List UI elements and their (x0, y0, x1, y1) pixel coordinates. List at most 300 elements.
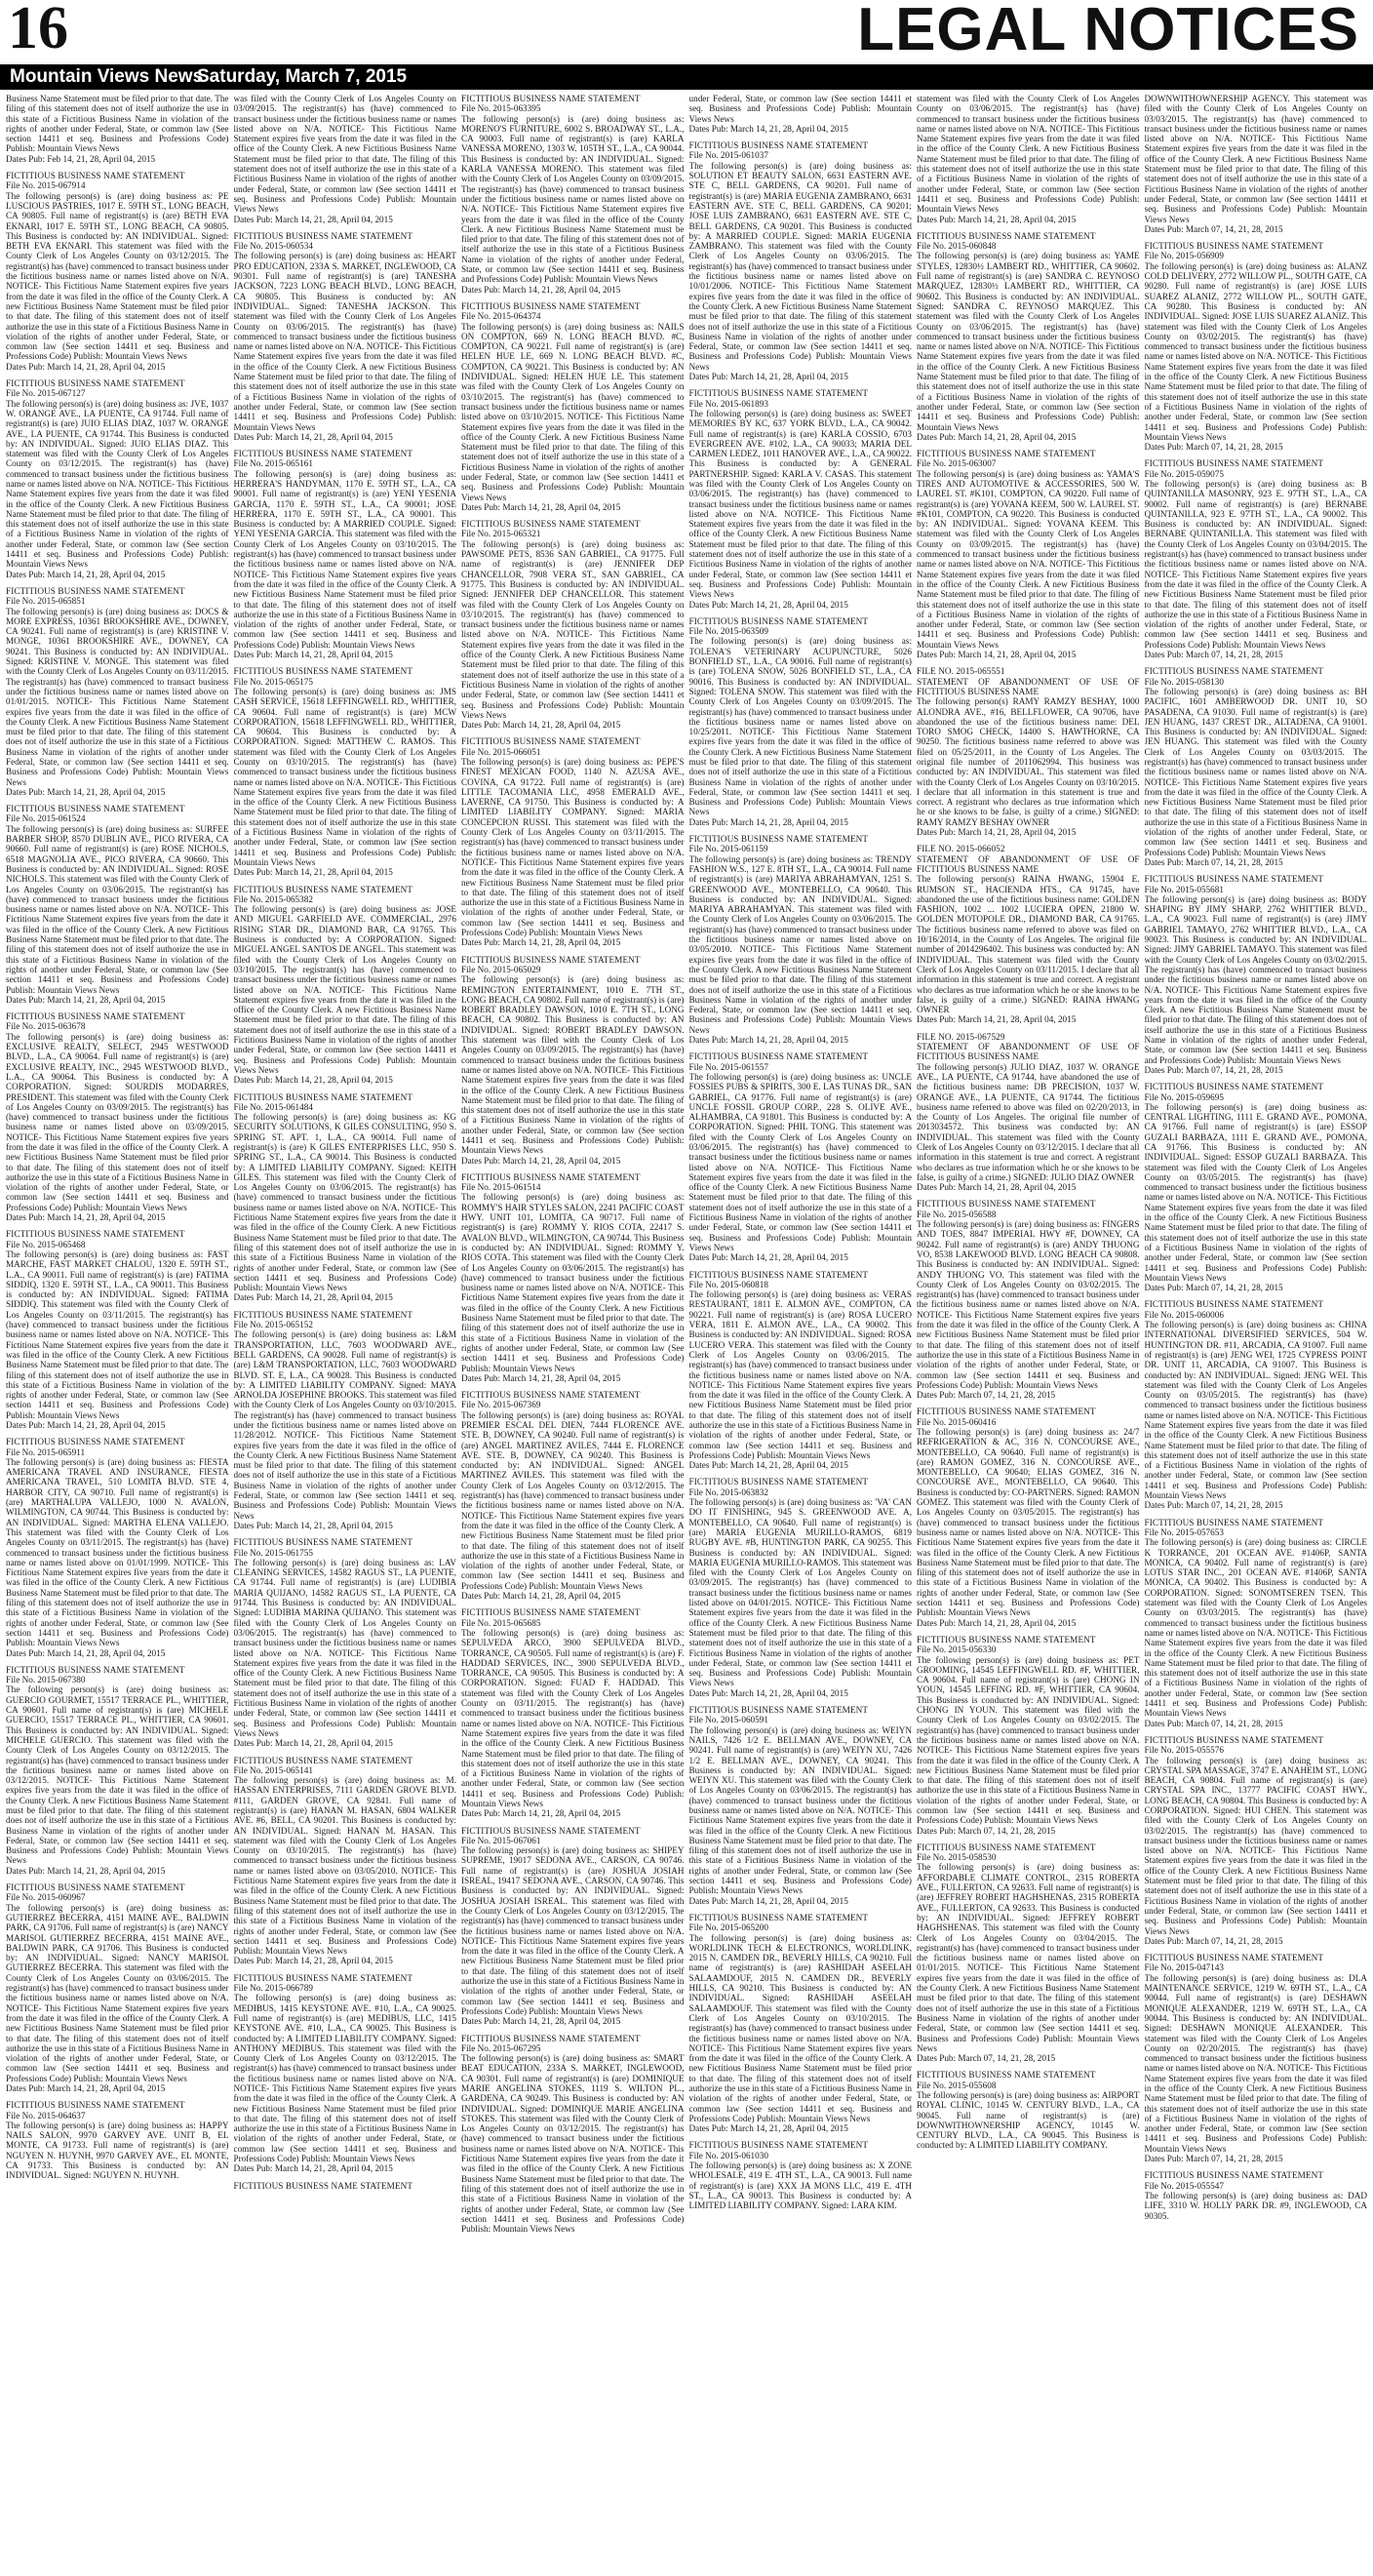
notice-file-number: File No. 2015-063007 (917, 458, 997, 469)
notice-column-6 (1145, 94, 1368, 2571)
notice-dates: Dates Pub: Feb 14, 21, 28, April 04, 2015 (6, 153, 156, 164)
notice-dates: Dates Pub: March 14, 21, 28, April 04, 2015 (6, 1212, 166, 1223)
notice-file-number: File No. 2015-060967 (6, 1892, 86, 1903)
legal-notice (689, 1051, 913, 1262)
notice-file-number: File No. 2015-067369 (461, 1400, 541, 1410)
notice-file-number: File No. 2015-058130 (1144, 676, 1224, 687)
notice-heading: FICTITIOUS BUSINESS NAME STATEMENT (917, 1199, 1096, 1209)
notice-file-number: File No. 2015-055547 (1144, 2180, 1224, 2191)
notice-column-5 (917, 94, 1140, 2571)
legal-notice (689, 1270, 913, 1471)
notice-body: The following person(s) is (are) doing business as: MEDIBUS, 1415 KEYSTONE AVE. #10, L.A., CA 90025. Full name of registrant(s) is (are) MEDIBUS, LLC, 1415 KEYSTONE AVE. #10, L.A., CA 90025. This Business is conducted by: A LIMITED LIABILITY COMPANY. Signed: ANTHONY MEDIBUS. This statement was filed with the County Clerk of Los Angeles County on 03/12/2015. The registrant(s) has (have) commenced to transact business under the fictitious business name or names listed above on N/A. NOTICE- This Fictitious Name Statement expires five years from the date it was filed in the office of the County Clerk. A new Fictitious Business Name Statement must be filed prior to that date. The filing of this statement does not of itself authorize the use in this state of a Fictitious Business Name in violation of the rights of another under Federal, State, or common law (See section 14411 et seq. Business and Professions Code) Publish: Mountain Views News (233, 1993, 456, 2164)
legal-notice (234, 1537, 457, 1748)
notice-body: The following person(s) is (are) doing business as: L&M TRANSPORTATION, LLC, 7603 WOODWARD AVE., BELL GARDENS, CA 90028. Full name of registrant(s) is (are) L&M TRANSPORTATION, LLC, 7603 WOODWARD BLVD. ST. E, L.A., CA 90028. This Business is conducted by: A LIMITED LIABILITY COMPANY. Signed: MAYA ARNOLDA JOSEPHINE BROOKS. This statement was filed with the County Clerk of Los Angeles County on 03/10/2015. The registrant(s) has (have) commenced to transact business under the fictitious business name or names listed above on 11/28/2012. NOTICE- This Fictitious Name Statement expires five years from the date it was filed in the office of the County Clerk. A new Fictitious Business Name Statement must be filed prior to that date. The filing of this statement does not of itself authorize the use in this state of a Fictitious Business Name in violation of the rights of another under Federal, State, or common law (See section 14411 et seq. Business and Professions Code) Publish: Mountain Views News (233, 1329, 456, 1521)
notice-dates: Dates Pub: March 14, 21, 28, April 04, 2015 (688, 1252, 848, 1263)
notice-dates: Dates Pub: March 14, 21, 28, April 04, 2015 (917, 1182, 1077, 1193)
notice-body: The following person(s) is (are) doing business as: VERAS RESTAURANT, 1811 E. ALMON AVE., COMPTON, CA 90221. Full name of registrant(s) is (are) ROSA LUCERO VERA, 1811 E. ALMON AVE., L.A., CA 90002. This Business is conducted by: AN INDIVIDUAL. Signed: ROSA LUCERO VERA. This statement was filed with the County Clerk of Los Angeles County on 03/06/2015. The registrant(s) has (have) commenced to transact business under the fictitious business name or names listed above on N/A. NOTICE- This Fictitious Name Statement expires five years from the date it was filed in the office of the County Clerk. A new Fictitious Business Name Statement must be filed prior to that date. The filing of this statement does not of itself authorize the use in this state of a Fictitious Business Name in violation of the rights of another under Federal, State, or common law (See section 14411 et seq. Business and Professions Code) Publish: Mountain Views News (688, 1289, 912, 1460)
legal-notice (689, 1705, 913, 1906)
notice-body: The following person(s) is (are) doing business as: PE LUSCIOUS PASTRIES, 1017 E. 59TH ST., LONG BEACH, CA 90805. Full name of registrant(s) is (are) BETH EVA EKNARI, 1017 E. 59TH ST., LONG BEACH, CA 90805. This Business is conducted by: AN INDIVIDUAL. Signed: BETH EVA EKNARI. This statement was filed with the County Clerk of Los Angeles County on 03/12/2015. The registrant(s) has (have) commenced to transact business under the fictitious business name or names listed above on N/A. NOTICE- This Fictitious Name Statement expires five years from the date it was filed in the office of the County Clerk. A new Fictitious Business Name Statement must be filed prior to that date. The filing of this statement does not of itself authorize the use in this state of a Fictitious Business Name in violation of the rights of another under Federal, State, or common law (See section 14411 et seq. Business and Professions Code) Publish: Mountain Views News (6, 190, 229, 362)
notice-file-number: File No. 2015-055576 (1144, 1745, 1224, 1756)
legal-notice (917, 844, 1140, 1024)
legal-notice (689, 140, 913, 381)
notice-file-number: File No. 2015-055681 (1144, 884, 1224, 894)
notice-file-number: File No. 2015-065468 (6, 1239, 86, 1249)
legal-notice (6, 1229, 229, 1430)
notice-body: The following person(s) is (are) doing business as: PAWSOME PETS, 8536 SAN GABRIEL, CA 91775. Full name of registrant(s) is (are) JENNIFER DEP CHANCELLOR, 7908 VERA ST., SAN GABRIEL, CA 91775. This Business is conducted by: AN INDIVIDUAL. Signed: JENNIFER DEP CHANCELLOR. This statement was filed with the County Clerk of Los Angeles County on 03/10/2015. The registrant(s) has (have) commenced to transact business under the fictitious business name or names listed above on N/A. NOTICE- This Fictitious Name Statement expires five years from the date it was filed in the office of the County Clerk. A new Fictitious Business Name Statement must be filed prior to that date. The filing of this statement does not of itself authorize the use in this state of a Fictitious Business Name in violation of the rights of another under Federal, State, or common law (See section 14411 et seq. Business and Professions Code) Publish: Mountain Views News (461, 538, 685, 720)
notice-dates: Dates Pub: March 14, 21, 28, April 04, 2015 (461, 1591, 621, 1602)
notice-dates: Dates Pub: March 07, 14, 21, 28, 2015 (1144, 2154, 1283, 2164)
notice-heading: FICTITIOUS BUSINESS NAME STATEMENT (1144, 1734, 1324, 1745)
notice-heading: FICTITIOUS BUSINESS NAME STATEMENT (6, 2100, 185, 2111)
legal-notice (917, 1635, 1140, 1836)
notice-dates: Dates Pub: March 14, 21, 28, April 04, 2015 (6, 2083, 166, 2093)
notice-file-number: File No. 2015-065029 (461, 964, 541, 974)
notice-dates: Dates Pub: March 07, 14, 21, 28, 2015 (1144, 856, 1283, 867)
legal-notice (461, 94, 685, 295)
legal-notice (461, 2034, 685, 2235)
notice-dates: Dates Pub: March 14, 21, 28, April 04, 2015 (6, 1420, 166, 1430)
legal-notice (1145, 666, 1368, 867)
notice-body: The following person(s) is (are) doing business as: DLA MAINTENANCE SERVICE, 1219 W. 69TH ST., L.A., CA 90044. Full name of registrant(s) is (are) DESHAWN MONIQUE ALEXANDER, 1219 W. 69TH ST., L.A., CA 90044. This Business is conducted by: AN INDIVIDUAL. Signed: DESHAWN MONIQUE ALEXANDER. This statement was filed with the County Clerk of Los Angeles County on 02/20/2015. The registrant(s) has (have) commenced to transact business under the fictitious business name or names listed above on N/A. NOTICE- This Fictitious Name Statement expires five years from the date it was filed in the office of the County Clerk. A new Fictitious Business Name Statement must be filed prior to that date. The filing of this statement does not of itself authorize the use in this state of a Fictitious Business Name in violation of the rights of another under Federal, State, or common law (See section 14411 et seq. Business and Professions Code) Publish: Mountain Views News (1144, 1972, 1367, 2154)
notice-body: The following person(s) is (are) doing business as: UNCLE FOSSIES PUBS & SPIRITS, 300 E. LAS TUNAS DR., SAN GABRIEL, CA 91776. Full name of registrant(s) is (are) UNCLE FOSSIL GROUP CORP., 228 S. OLIVE AVE., ALHAMBRA, CA 91801. This Business is conducted by: A CORPORATION. Signed: PHIL TONG. This statement was filed with the County Clerk of Los Angeles County on 03/06/2015. The registrant(s) has (have) commenced to transact business under the fictitious business name or names listed above on N/A. NOTICE- This Fictitious Name Statement expires five years from the date it was filed in the office of the County Clerk. A new Fictitious Business Name Statement must be filed prior to that date. The filing of this statement does not of itself authorize the use in this state of a Fictitious Business Name in violation of the rights of another under Federal, State, or common law (See section 14411 et seq. Business and Professions Code) Publish: Mountain Views News (688, 1071, 912, 1252)
notice-body: The following person(s) is (are) doing business as: MORENO'S FURNITURE, 6002 S. BROADWAY ST., L.A., CA 90003. Full name of registrant(s) is (are) KARLA VANESSA MORENO, 1303 W. 105TH ST., L.A., CA 90044. This Business is conducted by: AN INDIVIDUAL. Signed: KARLA VANESSA MORENO. This statement was filed with the County Clerk of Los Angeles County on 03/09/2015. The registrant(s) has (have) commenced to transact business under the fictitious business name or names listed above on N/A. NOTICE- This Fictitious Name Statement expires five years from the date it was filed in the office of the County Clerk. A new Fictitious Business Name Statement must be filed prior to that date. The filing of this statement does not of itself authorize the use in this state of a Fictitious Business Name in violation of the rights of another under Federal, State, or common law (See section 14411 et seq. Business and Professions Code) Publish: Mountain Views News (461, 113, 685, 285)
notice-heading: FICTITIOUS BUSINESS NAME STATEMENT (6, 1664, 185, 1675)
notice-heading: FICTITIOUS BUSINESS NAME STATEMENT (233, 230, 413, 241)
legal-notice (234, 1092, 457, 1303)
notice-dates: Dates Pub: March 14, 21, 28, April 04, 2015 (6, 1647, 166, 1658)
notice-body: The following person(s) is (are) doing business as: AIRPORT ROYAL CLINIC, 10145 W. CENTURY BLVD., L.A., CA 90045. Full name of registrant(s) is (are) DOWNWITHOWNERSHIP AGENCY, 10145 W. CENTURY BLVD., L.A., CA 90045. This Business is conducted by: A LIMITED LIABILITY COMPANY. (917, 2090, 1140, 2151)
notice-file-number: File No. 2015-056330 (917, 1645, 997, 1655)
notice-file-number: STATEMENT OF ABANDONMENT OF USE OF FICTITIOUS BUSINESS NAME (917, 1042, 1140, 1062)
notice-heading: FICTITIOUS BUSINESS NAME STATEMENT (1144, 1953, 1324, 1963)
publication-bar (0, 64, 1373, 90)
notice-body: The following person(s) is (are) doing business as: SHIPEY SUPREME, 19017 SEDONA AVE., CARSON, CA 90746. Full name of registrant(s) is (are) JOSHUA JOSIAH ISREAL, 19417 SEDONA AVE., CARSON, CA 90746. This Business is conducted by: AN INDIVIDUAL. Signed: JOSHUA JOSIAH ISREAL. This statement was filed with the County Clerk of Los Angeles County on 03/12/2015. The registrant(s) has (have) commenced to transact business under the fictitious business name or names listed above on N/A. NOTICE- This Fictitious Name Statement expires five years from the date it was filed in the office of the County Clerk. A new Fictitious Business Name Statement must be filed prior to that date. The filing of this statement does not of itself authorize the use in this state of a Fictitious Business Name in violation of the rights of another under Federal, State, or common law (See section 14411 et seq. Business and Professions Code) Publish: Mountain Views News (461, 1845, 685, 2016)
notice-heading: FICTITIOUS BUSINESS NAME STATEMENT (461, 519, 641, 530)
notice-file-number: File No. 2015-065851 (6, 596, 86, 607)
notice-body: The following person(s) is (are) doing business as: M. HASSAN ENTERPRISES, 7111 GARDEN GROVE BLVD. #111, GARDEN GROVE, CA 92841. Full name of registrant(s) is (are) HANAN M. HASAN, 6804 WALKER AVE. #6, BELL, CA 90201. This Business is conducted by: AN INDIVIDUAL. Signed: HANAN M. HASAN. This statement was filed with the County Clerk of Los Angeles County on 03/10/2015. The registrant(s) has (have) commenced to transact business under the fictitious business name or names listed above on 03/05/2010. NOTICE- This Fictitious Name Statement expires five years from the date it was filed in the office of the County Clerk. A new Fictitious Business Name Statement must be filed prior to that date. The filing of this statement does not of itself authorize the use in this state of a Fictitious Business Name in violation of the rights of another under Federal, State, or common law (See section 14411 et seq. Business and Professions Code) Publish: Mountain Views News (233, 1775, 456, 1957)
notice-dates: Dates Pub: March 14, 21, 28, April 04, 2015 (233, 1075, 393, 1086)
notice-heading: FICTITIOUS BUSINESS NAME STATEMENT (6, 171, 185, 181)
notice-heading: FILE NO. 2015-066052 (917, 844, 1005, 854)
notice-column-4 (689, 94, 913, 2571)
notice-heading: FICTITIOUS BUSINESS NAME STATEMENT (461, 1607, 641, 1618)
notice-file-number: File No. 2015-065321 (461, 529, 541, 539)
legal-notice (234, 231, 457, 442)
notice-body: The following person(s) is (are) doing business as: ROYAL PREMIER ESCAL DEL DIEN, 7444 FLORENCE AVE. STE. B, DOWNEY, CA 90240. Full name of registrant(s) is (are) ANGEL MARTINEZ AVILES, 7444 E. FLORENCE AVE. STE. B, DOWNEY, CA 90240. This Business is conducted by: AN INDIVIDUAL. Signed: ANGEL MARTINEZ AVILES. This statement was filed with the County Clerk of Los Angeles County on 03/12/2015. The registrant(s) has (have) commenced to transact business under the fictitious business name or names listed above on N/A. NOTICE- This Fictitious Name Statement expires five years from the date it was filed in the office of the County Clerk. A new Fictitious Business Name Statement must be filed prior to that date. The filing of this statement does not of itself authorize the use in this state of a Fictitious Business Name in violation of the rights of another under Federal, State, or common law (See section 14411 et seq. Business and Professions Code) Publish: Mountain Views News (461, 1409, 685, 1591)
legal-notice (1145, 1082, 1368, 1292)
legal-notice (689, 1477, 913, 1698)
notice-heading: FICTITIOUS BUSINESS NAME STATEMENT (1144, 666, 1324, 677)
notice-heading: FICTITIOUS BUSINESS NAME STATEMENT (461, 954, 641, 965)
notice-file-number: File No. 2015-061030 (688, 2150, 768, 2160)
notice-body: The following person(s) is (are) doing business as: REMINGTON ENTERTAINMENT, 1010 E. 7TH ST., LONG BEACH, CA 90802. Full name of registrant(s) is (are) ROBERT BRADLEY DAWSON, 1010 E. 7TH ST., LONG BEACH, CA 90802. This Business is conducted by: AN INDIVIDUAL. Signed: ROBERT BRADLEY DAWSON. This statement was filed with the County Clerk of Los Angeles County on 03/09/2015. The registrant(s) has (have) commenced to transact business under the fictitious business name or names listed above on N/A. NOTICE- This Fictitious Name Statement expires five years from the date it was filed in the office of the County Clerk. A new Fictitious Business Name Statement must be filed prior to that date. The filing of this statement does not of itself authorize the use in this state of a Fictitious Business Name in violation of the rights of another under Federal, State, or common law (See section 14411 et seq. Business and Professions Code) Publish: Mountain Views News (461, 974, 685, 1156)
notice-dates: Dates Pub: March 14, 21, 28, April 04, 2015 (917, 214, 1077, 224)
notice-heading: FICTITIOUS BUSINESS NAME STATEMENT (233, 1309, 413, 1320)
legal-notice (461, 1826, 685, 2027)
issue-date: Saturday, March 7, 2015 (197, 66, 408, 87)
legal-notice (461, 301, 685, 512)
notice-heading: FICTITIOUS BUSINESS NAME STATEMENT (917, 1407, 1096, 1417)
notice-columns (6, 94, 1367, 2571)
notice-file-number: File No. 2015-065200 (688, 1922, 768, 1933)
notice-dates: Dates Pub: March 14, 21, 28, April 04, 2015 (917, 1014, 1077, 1025)
notice-heading: FICTITIOUS BUSINESS NAME STATEMENT (688, 1051, 869, 1062)
notice-dates: Dates Pub: March 14, 21, 28, April 04, 2015 (461, 284, 621, 295)
notice-file-number: File No. 2015-060848 (917, 241, 997, 252)
legal-notice (1145, 94, 1368, 234)
notice-body: The following person(s) JULIO DIAZ, 1037 W. ORANGE AVE., LA PUENTE, CA 91744, have abandoned the use of the fictitious business name: DB PRECISION, 1037 W. ORANGE AVE., LA PUENTE, CA 91744. The fictitious business name referred to above was filed on 02/20/2013, in the County of Los Angeles. The original file number of 2013034572. This business was conducted by: AN INDIVIDUAL. This statement was filed with the County Clerk of Los Angeles County on 03/12/2015. I declare that all information in this statement is true and correct. A registrant who declares as true information which he or she knows to be false, is guilty of a crime.) SIGNED: JULIO DIAZ OWNER (917, 1061, 1140, 1182)
notice-file-number: File No. 2015-061514 (461, 1182, 541, 1193)
page-number: 16 (8, 0, 68, 61)
notice-body: The following person(s) is (are) doing business as: PEPE'S FINEST MEXICAN FOOD, 1140 N. AZUSA AVE., COVINA, CA 91722. Full name of registrant(s) is (are) LITTLE TACOMANIA LLC, 4958 EMERALD AVE., LAVERNE, CA 91750. This Business is conducted by: A LIMITED LIABILITY COMPANY. Signed: MARIA CONCEPCION RUSSI. This statement was filed with the County Clerk of Los Angeles County on 03/11/2015. The registrant(s) has (have) commenced to transact business under the fictitious business name or names listed above on N/A. NOTICE- This Fictitious Name Statement expires five years from the date it was filed in the office of the County Clerk. A new Fictitious Business Name Statement must be filed prior to that date. The filing of this statement does not of itself authorize the use in this state of a Fictitious Business Name in violation of the rights of another under Federal, State, or common law (See section 14411 et seq. Business and Professions Code) Publish: Mountain Views News (461, 757, 685, 938)
notice-heading: FICTITIOUS BUSINESS NAME STATEMENT (6, 585, 185, 596)
notice-heading: FICTITIOUS BUSINESS NAME STATEMENT (917, 1634, 1096, 1645)
notice-body: The following person(s) is (are) doing business as: AFFORDABLE CLIMATE CONTROL, 2315 ROBERTA AVE., FULLERTON, CA 92633. Full name of registrant(s) is (are) JEFFREY ROBERT HAGHSHENAS, 2315 ROBERTA AVE., FULLERTON, CA 92633. This Business is conducted by: AN INDIVIDUAL. Signed: JEFFREY ROBERT HAGHSHENAS. This statement was filed with the County Clerk of Los Angeles County on 03/04/2015. The registrant(s) has (have) commenced to transact business under the fictitious business name or names listed above on 01/01/2015. NOTICE- This Fictitious Name Statement expires five years from the date it was filed in the office of the County Clerk. A new Fictitious Business Name Statement must be filed prior to that date. The filing of this statement does not of itself authorize the use in this state of a Fictitious Business Name in violation of the rights of another under Federal, State, or common law (See section 14411 et seq. Business and Professions Code) Publish: Mountain Views News (917, 1862, 1140, 2053)
legal-notice (6, 171, 229, 372)
notice-file-number: File No. 2015-066051 (461, 746, 541, 757)
notice-body: DOWNWITHOWNERSHIP AGENCY. This statement was filed with the County Clerk of Los Angeles County on 03/03/2015. The registrant(s) has (have) commenced to transact business under the fictitious business name or names listed above on N/A. NOTICE- This Fictitious Name Statement expires five years from the date it was filed in the office of the County Clerk. A new Fictitious Business Name Statement must be filed prior to that date. The filing of this statement does not of itself authorize the use in this state of a Fictitious Business Name in violation of the rights of another under Federal, State, or common law (See section 14411 et seq. Business and Professions Code) Publish: Mountain Views News (1144, 94, 1367, 224)
notice-heading: FICTITIOUS BUSINESS NAME STATEMENT (461, 94, 641, 103)
notice-dates: Dates Pub: March 14, 21, 28, April 04, 2015 (688, 1035, 848, 1046)
legal-notice (234, 449, 457, 659)
notice-dates: Dates Pub: March 07, 14, 21, 28, 2015 (1144, 1283, 1283, 1293)
legal-notice (689, 94, 913, 134)
notice-dates: Dates Pub: March 14, 21, 28, April 04, 2015 (688, 599, 848, 610)
notice-heading: FICTITIOUS BUSINESS NAME STATEMENT (688, 1269, 869, 1280)
notice-heading: FICTITIOUS BUSINESS NAME STATEMENT (461, 736, 641, 747)
notice-column-1 (6, 94, 229, 2571)
legal-notice (689, 2140, 913, 2210)
legal-notice (1145, 2170, 1368, 2220)
notice-file-number: File No. 2015-059075 (1144, 468, 1224, 479)
legal-notice (6, 1437, 229, 1658)
notice-body: The following person(s) is (are) doing business as: TRENDY FASHION W.S., 127 E. 8TH ST., L.A., CA 90014. Full name of registrant(s) is (are) MARIYA ABRAHAMYAN, 1251 S. GREENWOOD AVE., MONTEBELLO, CA 90640. This Business is conducted by: AN INDIVIDUAL. Signed: MARIYA ABRAHAMYAN. This statement was filed with the County Clerk of Los Angeles County on 03/06/2015. The registrant(s) has (have) commenced to transact business under the fictitious business name or names listed above on 03/05/2010. NOTICE- This Fictitious Name Statement expires five years from the date it was filed in the office of the County Clerk. A new Fictitious Business Name Statement must be filed prior to that date. The filing of this statement does not of itself authorize the use in this state of a Fictitious Business Name in violation of the rights of another under Federal, State, or common law (See section 14411 et seq. Business and Professions Code) Publish: Mountain Views News (688, 853, 912, 1035)
notice-heading: FILE NO. 2015-067529 (917, 1031, 1005, 1042)
notice-file-number: File No. 2015-061893 (688, 398, 768, 409)
notice-body: The following person(s) is (are) doing business as: ROMMY'S HAIR STYLES SALON, 2241 PACIFIC COAST HWY. UNIT 101, LOMITA, CA 90717. Full name of registrant(s) is (are) ROMMY Y. RIOS COTA, 22417 S. AVALON BLVD., WILMINGTON, CA 90744. This Business is conducted by: AN INDIVIDUAL. Signed: ROMMY Y. RIOS COTA. This statement was filed with the County Clerk of Los Angeles County on 03/06/2015. The registrant(s) has (have) commenced to transact business under the fictitious business name or names listed above on N/A. NOTICE- This Fictitious Name Statement expires five years from the date it was filed in the office of the County Clerk. A new Fictitious Business Name Statement must be filed prior to that date. The filing of this statement does not of itself authorize the use in this state of a Fictitious Business Name in violation of the rights of another under Federal, State, or common law (See section 14411 et seq. Business and Professions Code) Publish: Mountain Views News (461, 1192, 685, 1373)
notice-body: The following person(s) is (are) doing business as: KG SECURITY SOLUTIONS, K GILES CONSULTING, 950 S. SPRING ST. APT. 1, L.A., CA 90014. Full name of registrant(s) is (are) K GILES ENTERPRISES LLC, 950 S. SPRING ST., L.A., CA 90014. This Business is conducted by: A LIMITED LIABILITY COMPANY. Signed: KEITH GILES. This statement was filed with the County Clerk of Los Angeles County on 03/06/2015. The registrant(s) has (have) commenced to transact business under the fictitious business name or names listed above on N/A. NOTICE- This Fictitious Name Statement expires five years from the date it was filed in the office of the County Clerk. A new Fictitious Business Name Statement must be filed prior to that date. The filing of this statement does not of itself authorize the use in this state of a Fictitious Business Name in violation of the rights of another under Federal, State, or common law (See section 14411 et seq. Business and Professions Code) Publish: Mountain Views News (233, 1112, 456, 1293)
notice-file-number: File No. 2015-061484 (233, 1101, 313, 1112)
notice-heading: FICTITIOUS BUSINESS NAME STATEMENT (688, 140, 869, 151)
legal-notice (461, 1390, 685, 1601)
notice-body: The following person(s) is (are) doing business as: WORLDLINK TECH & ELECTRONICS, WORLDLINK, 2015 N. CAMDEN DR., BEVERLY HILLS, CA 90210. Full name of registrant(s) is (are) RASHIDAH ASEELAH SALAAMDOUF, 2015 N. CAMDEN DR., BEVERLY HILLS, CA 90210. This Business is conducted by: AN INDIVIDUAL. Signed: RASHIDAH ASEELAH SALAAMDOUF. This statement was filed with the County Clerk of Los Angeles County on 03/10/2015. The registrant(s) has (have) commenced to transact business under the fictitious business name or names listed above on N/A. NOTICE- This Fictitious Name Statement expires five years from the date it was filed in the office of the County Clerk. A new Fictitious Business Name Statement must be filed prior to that date. The filing of this statement does not of itself authorize the use in this state of a Fictitious Business Name in violation of the rights of another under Federal, State, or common law (See section 14411 et seq. Business and Professions Code) Publish: Mountain Views News (688, 1932, 912, 2123)
notice-heading: FICTITIOUS BUSINESS NAME STATEMENT (6, 1229, 185, 1240)
legal-notice (234, 1756, 457, 1966)
notice-body: The following person(s) is (are) doing business as: 24/7 REFRIGERATION & AC, 316 N. CONCOURSE AVE., MONTEBELLO, CA 90640. Full name of registrant(s) is (are) RAMON GOMEZ, 316 N. CONCOURSE AVE., MONTEBELLO, CA 90640; ELIAS GOMEZ, 316 N. CONCOURSE AVE., MONTEBELLO, CA 90640. This Business is conducted by: CO-PARTNERS. Signed: RAMON GOMEZ. This statement was filed with the County Clerk of Los Angeles County on 03/05/2015. The registrant(s) has (have) commenced to transact business under the fictitious business name or names listed above on N/A. NOTICE- This Fictitious Name Statement expires five years from the date it was filed in the office of the County Clerk. A new Fictitious Business Name Statement must be filed prior to that date. The filing of this statement does not of itself authorize the use in this state of a Fictitious Business Name in violation of the rights of another under Federal, State, or common law (See section 14411 et seq. Business and Professions Code) Publish: Mountain Views News (917, 1427, 1140, 1618)
notice-heading: FICTITIOUS BUSINESS NAME STATEMENT (233, 666, 413, 677)
notice-dates: Dates Pub: March 14, 21, 28, April 04, 2015 (233, 214, 393, 224)
notice-heading: FICTITIOUS BUSINESS NAME STATEMENT (6, 1882, 185, 1893)
legal-notice (461, 519, 685, 730)
notice-body: The following person(s) is (are) doing business as: GUERCIO GOURMET, 15517 TERRACE PL., WHITTIER, CA 90601. Full name of registrant(s) is (are) MICHELE GUERCIO, 15517 TERRACE PL., WHITTIER, CA 90601. This Business is conducted by: AN INDIVIDUAL. Signed: MICHELE GUERCIO. This statement was filed with the County Clerk of Los Angeles County on 03/12/2015. The registrant(s) has (have) commenced to transact business under the fictitious business name or names listed above on 03/12/2015. NOTICE- This Fictitious Name Statement expires five years from the date it was filed in the office of the County Clerk. A new Fictitious Business Name Statement must be filed prior to that date. The filing of this statement does not of itself authorize the use in this state of a Fictitious Business Name in violation of the rights of another under Federal, State, or common law (See section 14411 et seq. Business and Professions Code) Publish: Mountain Views News (6, 1684, 229, 1866)
notice-file-number: File No. 2015-064637 (6, 2110, 86, 2120)
notice-body: The following person(s) is (are) doing business as: HEART PRO EDUCATION, 233A S. MARKET, INGLEWOOD, CA 90301. Full name of registrant(s) is (are) TANESHA JACKSON, 7223 LONG BEACH BLVD., LONG BEACH, CA 90805. This Business is conducted by: AN INDIVIDUAL. Signed: TANESHA JACKSON. This statement was filed with the County Clerk of Los Angeles County on 03/06/2015. The registrant(s) has (have) commenced to transact business under the fictitious business name or names listed above on N/A. NOTICE- This Fictitious Name Statement expires five years from the date it was filed in the office of the County Clerk. A new Fictitious Business Name Statement must be filed prior to that date. The filing of this statement does not of itself authorize the use in this state of a Fictitious Business Name in violation of the rights of another under Federal, State, or common law (See section 14411 et seq. Business and Professions Code) Publish: Mountain Views News (233, 251, 456, 432)
notice-dates: Dates Pub: March 14, 21, 28, April 04, 2015 (461, 1372, 621, 1383)
notice-file-number: File No. 2015-067914 (6, 180, 86, 191)
notice-dates: Dates Pub: March 14, 21, 28, April 04, 2015 (233, 1738, 393, 1749)
publication-name: Mountain Views News (10, 66, 204, 87)
notice-body: The following person(s) is (are) doing business as: SEPULVEDA ARCO, 3900 SEPULVEDA BLVD., TORRANCE, CA 90505. Full name of registrant(s) is (are) F. HADDAD SERVICES, INC., 3900 SEPULVEDA BLVD., TORRANCE, CA 90505. This Business is conducted by: A CORPORATION. Signed: FUAD F. HADDAD. This statement was filed with the County Clerk of Los Angeles County on 03/11/2015. The registrant(s) has (have) commenced to transact business under the fictitious business name or names listed above on N/A. NOTICE- This Fictitious Name Statement expires five years from the date it was filed in the office of the County Clerk. A new Fictitious Business Name Statement must be filed prior to that date. The filing of this statement does not of itself authorize the use in this state of a Fictitious Business Name in violation of the rights of another under Federal, State, or common law (See section 14411 et seq. Business and Professions Code) Publish: Mountain Views News (461, 1627, 685, 1808)
notice-file-number: STATEMENT OF ABANDONMENT OF USE OF FICTITIOUS BUSINESS NAME (917, 853, 1140, 874)
notice-dates: Dates Pub: March 14, 21, 28, April 04, 2015 (233, 1292, 393, 1303)
notice-heading: FICTITIOUS BUSINESS NAME STATEMENT (1144, 241, 1324, 252)
notice-heading: FICTITIOUS BUSINESS NAME STATEMENT (1144, 1299, 1324, 1310)
legal-notice (689, 834, 913, 1045)
notice-dates: Dates Pub: March 14, 21, 28, April 04, 2015 (6, 994, 166, 1005)
notice-column-2 (234, 94, 457, 2571)
legal-notice (1145, 874, 1368, 1075)
notice-file-number: File No. 2015-055608 (917, 2080, 997, 2090)
notice-body: The following person(s) is (are) doing business as: FAST MARCHE, FAST MARKET CHALOU, 1320 E. 59TH ST., L.A., CA 90011. Full name of registrant(s) is (are) FATIMA SIDDIQ, 1320 E. 59TH ST., L.A., CA 90011. This Business is conducted by: AN INDIVIDUAL. Signed: FATIMA SIDDIQ. This statement was filed with the County Clerk of Los Angeles County on 03/11/2015. The registrant(s) has (have) commenced to transact business under the fictitious business name or names listed above on N/A. NOTICE- This Fictitious Name Statement expires five years from the date it was filed in the office of the County Clerk. A new Fictitious Business Name Statement must be filed prior to that date. The filing of this statement does not of itself authorize the use in this state of a Fictitious Business Name in violation of the rights of another under Federal, State, or common law (See section 14411 et seq. Business and Professions Code) Publish: Mountain Views News (6, 1248, 229, 1420)
notice-body: The following person(s) is (are) doing business as: CRYSTAL SPA MASSAGE, 3747 E. ANAHEIM ST., LONG BEACH, CA 90804. Full name of registrant(s) is (are) CRYSTAL SPA INC., 13777 PACIFIC COAST HWY., LONG BEACH, CA 90804. This Business is conducted by: A CORPORATION. Signed: HUI CHEN. This statement was filed with the County Clerk of Los Angeles County on 03/02/2015. The registrant(s) has (have) commenced to transact business under the fictitious business name or names listed above on N/A. NOTICE- This Fictitious Name Statement expires five years from the date it was filed in the office of the County Clerk. A new Fictitious Business Name Statement must be filed prior to that date. The filing of this statement does not of itself authorize the use in this state of a Fictitious Business Name in violation of the rights of another under Federal, State, or common law (See section 14411 et seq. Business and Professions Code) Publish: Mountain Views News (1144, 1755, 1367, 1936)
legal-notice (6, 1011, 229, 1222)
legal-notice (917, 231, 1140, 442)
notice-file-number: File No. 2015-047143 (1144, 1962, 1224, 1973)
legal-notice (1145, 1518, 1368, 1728)
notice-body: The following person(s) is (are) doing business as: FINGERS AND TOES, 8847 IMPERIAL HWY #F, DOWNEY, CA 90242. Full name of registrant(s) is (are) ANDY THUONG VO, 8538 LAKEWOOD BLVD. LONG BEACH CA 90808. This Business is conducted by: AN INDIVIDUAL. Signed: ANDY THUONG VO. This statement was filed with the County Clerk of Los Angeles County on 03/02/2015. The registrant(s) has (have) commenced to transact business under the fictitious business name or names listed above on N/A. NOTICE- This Fictitious Name Statement expires five years from the date it was filed in the office of the County Clerk. A new Fictitious Business Name Statement must be filed prior to that date. The filing of this statement does not of itself authorize the use in this state of a Fictitious Business Name in violation of the rights of another under Federal, State, or common law (See section 14411 et seq. Business and Professions Code) Publish: Mountain Views News (917, 1219, 1140, 1390)
notice-body: The following person(s) is (are) doing business as: JMS CASH SERVICE, 15618 LEFFINGWELL RD., WHITTIER, CA 90604. Full name of registrant(s) is (are) MCW CORPORATION, 15618 LEFFINGWELL RD., WHITTIER, CA 90604. This Business is conducted by: A CORPORATION. Signed: MATTHEW C. RAMOS. This statement was filed with the County Clerk of Los Angeles County on 03/10/2015. The registrant(s) has (have) commenced to transact business under the fictitious business name or names listed above on N/A. NOTICE- This Fictitious Name Statement expires five years from the date it was filed in the office of the County Clerk. A new Fictitious Business Name Statement must be filed prior to that date. The filing of this statement does not of itself authorize the use in this state of a Fictitious Business Name in violation of the rights of another under Federal, State, or common law (See section 14411 et seq. Business and Professions Code) Publish: Mountain Views News (233, 686, 456, 867)
legal-notice (6, 804, 229, 1005)
legal-notice (461, 1607, 685, 1818)
notice-heading: FICTITIOUS BUSINESS NAME STATEMENT (461, 1825, 641, 1836)
notice-file-number: STATEMENT OF ABANDONMENT OF USE OF FICTITIOUS BUSINESS NAME (917, 676, 1140, 696)
notice-body: The following person(s) is (are) doing business as: JOSE AND MIGUEL GARFIELD AVE. COMMERCIAL, 2976 RISING STAR DR., DIAMOND BAR, CA 91765. This Business is conducted by: A CORPORATION. Signed: MIGUEL ANGEL SANTOS DE ANGEL. This statement was filed with the County Clerk of Los Angeles County on 03/10/2015. The registrant(s) has (have) commenced to transact business under the fictitious business name or names listed above on N/A. NOTICE- This Fictitious Name Statement expires five years from the date it was filed in the office of the County Clerk. A new Fictitious Business Name Statement must be filed prior to that date. The filing of this statement does not of itself authorize the use in this state of a Fictitious Business Name in violation of the rights of another under Federal, State, or common law (See section 14411 et seq. Business and Professions Code) Publish: Mountain Views News (233, 904, 456, 1075)
notice-file-number: File No. 2015-059695 (1144, 1091, 1224, 1102)
notice-body: The following person(s) is (are) doing business as: BH PACIFIC, 1601 AMBERWOOD DR. UNIT 10, SO PASADENA, CA 91030. Full name of registrant(s) is (are) JEN HUANG, 1437 CREST DR., ALTADENA, CA 91001. This Business is conducted by: AN INDIVIDUAL. Signed: JEN HUANG. This statement was filed with the County Clerk of Los Angeles County on 03/03/2015. The registrant(s) has (have) commenced to transact business under the fictitious business name or names listed above on N/A. NOTICE- This Fictitious Name Statement expires five years from the date it was filed in the office of the County Clerk. A new Fictitious Business Name Statement must be filed prior to that date. The filing of this statement does not of itself authorize the use in this state of a Fictitious Business Name in violation of the rights of another under Federal, State, or common law (See section 14411 et seq. Business and Professions Code) Publish: Mountain Views News (1144, 686, 1367, 857)
notice-body: The following person(s) is (are) doing business as: X ZONE WHOLESALE, 419 E. 4TH ST., L.A., CA 90013. Full name of registrant(s) is (are) XXX JA MONS LLC, 419 E. 4TH ST., L.A., CA 90013. This Business is conducted by: A LIMITED LIABILITY COMPANY. Signed: LARA KIM. (688, 2160, 912, 2211)
notice-file-number: File No. 2015-065685 (461, 1617, 541, 1628)
notice-body: The following person(s) is (are) doing business as: NAILS ON COMPTON, 669 N. LONG BEACH BLVD. #C, COMPTON, CA 90221. Full name of registrant(s) is (are) HELEN HUE LE, 669 N. LONG BEACH BLVD. #C, COMPTON, CA 90221. This Business is conducted by: AN INDIVIDUAL. Signed: HELEN HUE LE. This statement was filed with the County Clerk of Los Angeles County on 03/10/2015. The registrant(s) has (have) commenced to transact business under the fictitious business name or names listed above on 03/10/2015. NOTICE- This Fictitious Name Statement expires five years from the date it was filed in the office of the County Clerk. A new Fictitious Business Name Statement must be filed prior to that date. The filing of this statement does not of itself authorize the use in this state of a Fictitious Business Name in violation of the rights of another under Federal, State, or common law (See section 14411 et seq. Business and Professions Code) Publish: Mountain Views News (461, 321, 685, 502)
notice-file-number: File No. 2015-061557 (688, 1061, 768, 1072)
notice-heading: FICTITIOUS BUSINESS NAME STATEMENT (233, 1755, 413, 1765)
notice-body: The following person(s) is (are) doing business as: YAMA'S TIRES AND AUTOMOTIVE & ACCESSORIES, 500 W. LAUREL ST. #K101, COMPTON, CA 90220. Full name of registrant(s) is (are) YOVANA KEEM, 500 W. LAUREL ST. #K101, COMPTON, CA 90220. This Business is conducted by: AN INDIVIDUAL. Signed: YOVANA KEEM. This statement was filed with the County Clerk of Los Angeles County on 03/09/2015. The registrant(s) has (have) commenced to transact business under the fictitious business name or names listed above on N/A. NOTICE- This Fictitious Name Statement expires five years from the date it was filed in the office of the County Clerk. A new Fictitious Business Name Statement must be filed prior to that date. The filing of this statement does not of itself authorize the use in this state of a Fictitious Business Name in violation of the rights of another under Federal, State, or common law (See section 14411 et seq. Business and Professions Code) Publish: Mountain Views News (917, 468, 1140, 650)
notice-file-number: File No. 2015-065911 (6, 1447, 86, 1457)
notice-heading: FICTITIOUS BUSINESS NAME STATEMENT (6, 1011, 185, 1022)
notice-dates: Dates Pub: March 07, 14, 21, 28, 2015 (1144, 442, 1283, 453)
notice-body: The following person(s) is (are) doing business as: DOCS & MORE EXPRESS, 10361 BROOKSHIRE AVE., DOWNEY, CA 90241. Full name of registrant(s) is (are) KRISTINE V. MONGE, 10361 BROOKSHIRE AVE., DOWNEY, CA 90241. This Business is conducted by: AN INDIVIDUAL. Signed: KRISTINE V. MONGE. This statement was filed with the County Clerk of Los Angeles County on 03/11/2015. The registrant(s) has (have) commenced to transact business under the fictitious business name or names listed above on 01/01/2015. NOTICE- This Fictitious Name Statement expires five years from the date it was filed in the office of the County Clerk. A new Fictitious Business Name Statement must be filed prior to that date. The filing of this statement does not of itself authorize the use in this state of a Fictitious Business Name in violation of the rights of another under Federal, State, or common law (See section 14411 et seq. Business and Professions Code) Publish: Mountain Views News (6, 606, 229, 787)
notice-heading: FICTITIOUS BUSINESS NAME STATEMENT (917, 1842, 1096, 1852)
notice-dates: Dates Pub: March 14, 21, 28, April 04, 2015 (688, 2123, 848, 2134)
notice-heading: FICTITIOUS BUSINESS NAME STATEMENT (461, 1171, 641, 1182)
legal-notice (6, 94, 229, 164)
notice-dates: Dates Pub: March 14, 21, 28, April 04, 2015 (6, 361, 166, 372)
notice-heading: FICTITIOUS BUSINESS NAME STATEMENT (1144, 458, 1324, 469)
notice-file-number: File No. 2015-061524 (6, 813, 86, 824)
notice-body: The following person(s) is (are) doing business as: PET GROOMING, 14545 LEFFINGWELL RD. #F, WHITTIER, CA 90604. Full name of registrant(s) is (are) CHONG IN YOUN, 14545 LEFFING RD. #F, WHITTIER, CA 90604. This Business is conducted by: AN INDIVIDUAL. Signed: CHONG IN YOUN. This statement was filed with the County Clerk of Los Angeles County on 03/02/2015. The registrant(s) has (have) commenced to transact business under the fictitious business name or names listed above on N/A. NOTICE- This Fictitious Name Statement expires five years from the date it was filed in the office of the County Clerk. A new Fictitious Business Name Statement must be filed prior to that date. The filing of this statement does not of itself authorize the use in this state of a Fictitious Business Name in violation of the rights of another under Federal, State, or common law (See section 14411 et seq. Business and Professions Code) Publish: Mountain Views News (917, 1654, 1140, 1826)
notice-heading: FICTITIOUS BUSINESS NAME STATEMENT (233, 1091, 413, 1102)
notice-body: The following person(s) is (are) doing business as: ALANZ COLD DELIVERY, 2772 WILLOW PL., SOUTH GATE, CA 90280. Full name of registrant(s) is (are) JOSE LUIS SUAREZ ALANIZ, 2772 WILLOW PL., SOUTH GATE, CA 90280. This Business is conducted by: AN INDIVIDUAL. Signed: JOSE LUIS SUAREZ ALANIZ. This statement was filed with the County Clerk of Los Angeles County on 03/02/2015. The registrant(s) has (have) commenced to transact business under the fictitious business name or names listed above on N/A. NOTICE- This Fictitious Name Statement expires five years from the date it was filed in the office of the County Clerk. A new Fictitious Business Name Statement must be filed prior to that date. The filing of this statement does not of itself authorize the use in this state of a Fictitious Business Name in violation of the rights of another under Federal, State, or common law (See section 14411 et seq. Business and Professions Code) Publish: Mountain Views News (1144, 260, 1367, 442)
legal-notice (234, 666, 457, 877)
notice-heading: FICTITIOUS BUSINESS NAME STATEMENT (688, 1477, 869, 1487)
notice-file-number: File No. 2015-067380 (6, 1675, 86, 1685)
legal-notice (917, 1843, 1140, 2064)
notice-heading: FICTITIOUS BUSINESS NAME STATEMENT (461, 2033, 641, 2043)
notice-file-number: File No. 2015-067061 (461, 1835, 541, 1845)
notice-dates: Dates Pub: March 14, 21, 28, April 04, 2015 (233, 1956, 393, 1966)
notice-heading: FICTITIOUS BUSINESS NAME STATEMENT (688, 834, 869, 845)
notice-file-number: File No. 2015-063832 (688, 1486, 768, 1497)
notice-heading: FICTITIOUS BUSINESS NAME STATEMENT (233, 2180, 413, 2191)
notice-body: The following person(s) RAINA HWANG, 15904 E. RUMSON ST., HACIENDA HTS., CA 91745, have abandoned the use of the fictitious business name: GOLDEN FASHION, 1002 ... 1002 LUCIERA OPEN, 21800 W. GOLDEN MOTOPOLE DR., DIAMOND BAR, CA 91765. The fictitious business name referred to above was filed on 10/16/2014, in the County of Los Angeles. The original file number of 2014296402. This business was conducted by: AN INDIVIDUAL. This statement was filed with the County Clerk of Los Angeles County on 03/11/2015. I declare that all information in this statement is true and correct. A registrant who declares as true information which he or she knows to be false, is guilty of a crime.) SIGNED: RAINA HWANG OWNER (917, 874, 1140, 1015)
notice-dates: Dates Pub: March 14, 21, 28, April 04, 2015 (461, 937, 621, 948)
notice-body: The following person(s) is (are) doing business as: DAD LIFE, 3310 W. HOLLY PARK DR. #9, INGLEWOOD, CA 90305. (1144, 2190, 1367, 2221)
notice-body: The following person(s) is (are) doing business as: GUTIERREZ BECERRA, 4151 MAINE AVE., BALDWIN PARK, CA 91706. Full name of registrant(s) is (are) NANCY MARISOL GUTIERREZ BECERRA, 4151 MAINE AVE., BALDWIN PARK, CA 91706. This Business is conducted by: AN INDIVIDUAL. Signed: NANCY MARISOL GUTIERREZ BECERRA. This statement was filed with the County Clerk of Los Angeles County on 03/06/2015. The registrant(s) has (have) commenced to transact business under the fictitious business name or names listed above on N/A. NOTICE- This Fictitious Name Statement expires five years from the date it was filed in the office of the County Clerk. A new Fictitious Business Name Statement must be filed prior to that date. The filing of this statement does not of itself authorize the use in this state of a Fictitious Business Name in violation of the rights of another under Federal, State, or common law (See section 14411 et seq. Business and Professions Code) Publish: Mountain Views News (6, 1902, 229, 2083)
notice-dates: Dates Pub: March 07, 14, 21, 28, 2015 (917, 1825, 1056, 1836)
notice-dates: Dates Pub: March 07, 14, 21, 28, 2015 (1144, 1500, 1283, 1511)
notice-file-number: File No. 2015-067295 (461, 2042, 541, 2053)
notice-dates: Dates Pub: March 14, 21, 28, April 04, 2015 (6, 786, 166, 797)
legal-notice (1145, 1953, 1368, 2163)
notice-file-number: File No. 2015-060591 (688, 1715, 768, 1725)
notice-dates: Dates Pub: March 14, 21, 28, April 04, 2015 (6, 1865, 166, 1876)
notice-body: The following person(s) is (are) doing business as: LAV CLEANING SERVICES, 14582 RAGUS ST., LA PUENTE, CA 91744. Full name of registrant(s) is (are) LUDIBIA MARIA QUIJANO, 14582 RAGUS ST., LA PUENTE, CA 91744. This Business is conducted by: AN INDIVIDUAL. Signed: LUDIBIA MARINA QUIJANO. This statement was filed with the County Clerk of Los Angeles County on 03/06/2015. The registrant(s) has (have) commenced to transact business under the fictitious business name or names listed above on N/A. NOTICE- This Fictitious Name Statement expires five years from the date it was filed in the office of the County Clerk. A new Fictitious Business Name Statement must be filed prior to that date. The filing of this statement does not of itself authorize the use in this state of a Fictitious Business Name in violation of the rights of another under Federal, State, or common law (See section 14411 et seq. Business and Professions Code) Publish: Mountain Views News (233, 1557, 456, 1738)
notice-dates: Dates Pub: March 07, 14, 21, 28, 2015 (1144, 650, 1283, 660)
legal-notice (1145, 241, 1368, 452)
notice-file-number: File No. 2015-063678 (6, 1021, 86, 1032)
legal-notice (917, 449, 1140, 659)
notice-dates: Dates Pub: March 14, 21, 28, April 04, 2015 (233, 867, 393, 878)
notice-body: Business Name Statement must be filed prior to that date. The filing of this statement does not of itself authorize the use in this state of a Fictitious Business Name in violation of the rights of another under Federal, State, or common law (See section 14411 et seq. Business and Professions Code) Publish: Mountain Views News (6, 94, 229, 154)
notice-file-number: File No. 2015-057653 (1144, 1526, 1224, 1537)
notice-dates: Dates Pub: March 14, 21, 28, April 04, 2015 (461, 1155, 621, 1166)
notice-dates: Dates Pub: March 14, 21, 28, April 04, 2015 (688, 1687, 848, 1698)
notice-body: The following person(s) is (are) doing business as: HAPPY NAILS SALON, 9970 GARVEY AVE. UNIT B, EL MONTE, CA 91733. Full name of registrant(s) is (are) NGUYEN N. HUYNH, 9970 GARVEY AVE., EL MONTE, CA 91733. This Business is conducted by: AN INDIVIDUAL. Signed: NGUYEN N. HUYNH. (6, 2120, 229, 2181)
notice-heading: FICTITIOUS BUSINESS NAME STATEMENT (688, 1912, 869, 1922)
notice-file-number: File No. 2015-065141 (233, 1764, 313, 1775)
notice-column-3 (461, 94, 685, 2571)
notice-dates: Dates Pub: March 07, 14, 21, 28, 2015 (1144, 223, 1283, 234)
notice-heading: FICTITIOUS BUSINESS NAME STATEMENT (233, 1972, 413, 1983)
notice-body: The following person(s) is (are) doing business as: WEIYN NAILS, 7426 1/2 E. BELLMAN AVE., DOWNEY, CA 90241. Full name of registrant(s) is (are) WEIYN XU, 7426 1/2 E. BELLMAN AVE., DOWNEY, CA 90241. This Business is conducted by: AN INDIVIDUAL. Signed: WEIYN XU. This statement was filed with the County Clerk of Los Angeles County on 03/06/2015. The registrant(s) has (have) commenced to transact business under the fictitious business name or names listed above on N/A. NOTICE- This Fictitious Name Statement expires five years from the date it was filed in the office of the County Clerk. A new Fictitious Business Name Statement must be filed prior to that date. The filing of this statement does not of itself authorize the use in this state of a Fictitious Business Name in violation of the rights of another under Federal, State, or common law (See section 14411 et seq. Business and Professions Code) Publish: Mountain Views News (688, 1724, 912, 1896)
legal-notice (917, 1407, 1140, 1628)
notice-heading: FICTITIOUS BUSINESS NAME STATEMENT (917, 2070, 1096, 2081)
notice-dates: Dates Pub: March 14, 21, 28, April 04, 2015 (917, 650, 1077, 660)
notice-heading: FICTITIOUS BUSINESS NAME STATEMENT (1144, 1517, 1324, 1527)
notice-body: The following person(s) is (are) doing business as: JVE, 1037 W. ORANGE AVE., LA PUENTE, CA 91744. Full name of registrant(s) is (are) JUIO ELIAS DIAZ, 1037 W. ORANGE AVE., LA PUENTE, CA 91744. This Business is conducted by: AN INDIVIDUAL. Signed: JUIO ELIAS DIAZ. This statement was filed with the County Clerk of Los Angeles County on 03/12/2015. The registrant(s) has (have) commenced to transact business under the fictitious business name or names listed above on N/A. NOTICE- This Fictitious Name Statement expires five years from the date it was filed in the office of the County Clerk. A new Fictitious Business Name Statement must be filed prior to that date. The filing of this statement does not of itself authorize the use in this state of a Fictitious Business Name in violation of the rights of another under Federal, State, or common law (See section 14411 et seq. Business and Professions Code) Publish: Mountain Views News (6, 398, 229, 570)
notice-file-number: File No. 2015-063395 (461, 103, 541, 114)
legal-notice (917, 94, 1140, 224)
notice-heading: FICTITIOUS BUSINESS NAME STATEMENT (688, 615, 869, 626)
notice-file-number: File No. 2015-064374 (461, 311, 541, 322)
notice-body: under Federal, State, or common law (See section 14411 et seq. Business and Professions Code) Publish: Mountain Views News (688, 94, 912, 124)
legal-notice (917, 1199, 1140, 1400)
legal-notice (689, 616, 913, 827)
notice-heading: FILE NO. 2015-065551 (917, 666, 1005, 677)
notice-dates: Dates Pub: March 14, 21, 28, April 04, 2015 (6, 569, 166, 579)
notice-file-number: File No. 2015-065382 (233, 893, 313, 904)
notice-body: The following person(s) is (are) doing business as: HERRERA'S HANDYMAN, 1170 E. 59TH ST., L.A., CA 90001. Full name of registrant(s) is (are) YENI YESENIA GARCIA, 1170 E. 59TH ST., L.A., CA 90001; JOSE HERRERA, 1170 E. 59TH ST., L.A., CA 90001. This Business is conducted by: A MARRIED COUPLE. Signed: YENI YESENIA GARCIA. This statement was filed with the County Clerk of Los Angeles County on 03/10/2015. The registrant(s) has (have) commenced to transact business under the fictitious business name or names listed above on N/A. NOTICE- This Fictitious Name Statement expires five years from the date it was filed in the office of the County Clerk. A new Fictitious Business Name Statement must be filed prior to that date. The filing of this statement does not of itself authorize the use in this state of a Fictitious Business Name in violation of the rights of another under Federal, State, or common law (See section 14411 et seq. Business and Professions Code) Publish: Mountain Views News (233, 468, 456, 650)
notice-file-number: File No. 2015-060818 (688, 1279, 768, 1289)
notice-body: The following person(s) is (are) doing business as: CHINA INTERNATIONAL DIVERSIFIED SERVICES, 504 W. HUNTINGTON DR. #11, ARCADIA, CA 91007. Full name of registrant(s) is (are) JENG WEI, 1725 CYPRESS POINT DR. UNIT 11, ARCADIA, CA 91007. This Business is conducted by: AN INDIVIDUAL. Signed: JENG WEI. This statement was filed with the County Clerk of Los Angeles County on 03/05/2015. The registrant(s) has (have) commenced to transact business under the fictitious business name or names listed above on N/A. NOTICE- This Fictitious Name Statement expires five years from the date it was filed in the office of the County Clerk. A new Fictitious Business Name Statement must be filed prior to that date. The filing of this statement does not of itself authorize the use in this state of a Fictitious Business Name in violation of the rights of another under Federal, State, or common law (See section 14411 et seq. Business and Professions Code) Publish: Mountain Views News (1144, 1320, 1367, 1501)
notice-file-number: File No. 2015-060006 (1144, 1309, 1224, 1320)
legal-notice (1145, 1299, 1368, 1510)
notice-body: statement was filed with the County Clerk of Los Angeles County on 03/06/2015. The registrant(s) has (have) commenced to transact business under the fictitious business name or names listed above on N/A. NOTICE- This Fictitious Name Statement expires five years from the date it was filed in the office of the County Clerk. A new Fictitious Business Name Statement must be filed prior to that date. The filing of this statement does not of itself authorize the use in this state of a Fictitious Business Name in violation of the rights of another under Federal, State, or common law (See section 14411 et seq. Business and Professions Code) Publish: Mountain Views News (917, 94, 1140, 215)
notice-file-number: File No. 2015-058530 (917, 1852, 997, 1863)
notice-body: The following person(s) is (are) doing business as: SOLUTION ET BEAUTY SALON, 6631 EASTERN AVE. STE C, BELL GARDENS, CA 90201. Full name of registrant(s) is (are) MARIA EUGENIA ZAMBRANO, 6631 EASTERN AVE. STE C, BELL GARDENS, CA 90201; JOSE LUIS ZAMBRANO, 6631 EASTERN AVE. STE C, BELL GARDENS, CA 90201. This Business is conducted by: A MARRIED COUPLE. Signed: MARIA EUGENIA ZAMBRANO. This statement was filed with the County Clerk of Los Angeles County on 03/06/2015. The registrant(s) has (have) commenced to transact business under the fictitious business name or names listed above on 10/01/2006. NOTICE- This Fictitious Name Statement expires five years from the date it was filed in the office of the County Clerk. A new Fictitious Business Name Statement must be filed prior to that date. The filing of this statement does not of itself authorize the use in this state of a Fictitious Business Name in violation of the rights of another under Federal, State, or common law (See section 14411 et seq. Business and Professions Code) Publish: Mountain Views News (688, 160, 912, 372)
notice-file-number: File No. 2015-061755 (233, 1547, 313, 1558)
notice-body: The following person(s) is (are) doing business as: SWEET MEMORIES BY KC, 637 YORK BLVD., L.A., CA 90042. Full name of registrant(s) is (are) KARLA COSSIO, 6703 EVERGREEN AVE. #102, L.A., CA 90033; MARIA DEL CARMEN LEDEZ, 1011 HANOVER AVE., L.A., CA 90022. This Business is conducted by: A GENERAL PARTNERSHIP. Signed: KARLA V. CASAS. This statement was filed with the County Clerk of Los Angeles County on 03/06/2015. The registrant(s) has (have) commenced to transact business under the fictitious business name or names listed above on N/A. NOTICE- This Fictitious Name Statement expires five years from the date it was filed in the office of the County Clerk. A new Fictitious Business Name Statement must be filed prior to that date. The filing of this statement does not of itself authorize the use in this state of a Fictitious Business Name in violation of the rights of another under Federal, State, or common law (See section 14411 et seq. Business and Professions Code) Publish: Mountain Views News (688, 408, 912, 600)
notice-heading: FICTITIOUS BUSINESS NAME STATEMENT (1144, 2170, 1324, 2181)
notice-dates: Dates Pub: March 07, 14, 21, 28, 2015 (917, 1390, 1056, 1401)
notice-dates: Dates Pub: March 14, 21, 28, April 04, 2015 (917, 827, 1077, 838)
legal-notice (689, 1913, 913, 2134)
notice-dates: Dates Pub: March 14, 21, 28, April 04, 2015 (461, 501, 621, 512)
legal-notice (917, 2070, 1140, 2150)
legal-notice (234, 885, 457, 1086)
notice-file-number: File No. 2015-063509 (688, 626, 768, 637)
notice-body: The following person(s) RAMY RAMZY BESHAY, 1000 ALONDRA AVE., #16, BELLFLOWER, CA 90706, have abandoned the use of the fictitious business name: DEL TORO SMOG CHECK, 14400 S. HAWTHORNE, CA 90250. The fictitious business name referred to above was filed on 05/25/2011, in the County of Los Angeles. The original file number of 2011062994. This business was conducted by: AN INDIVIDUAL. This statement was filed with the County Clerk of Los Angeles County on 03/10/2015. I declare that all information in this statement is true and correct. A registrant who declares as true information which he or she knows to be false, is guilty of a crime.) SIGNED: RAMY RAMZY BESHAY OWNER (917, 696, 1140, 827)
legal-notice (461, 736, 685, 947)
notice-dates: Dates Pub: March 07, 14, 21, 28, 2015 (1144, 1064, 1283, 1075)
notice-dates: Dates Pub: March 14, 21, 28, April 04, 2015 (461, 2016, 621, 2027)
notice-body: The following person(s) is (are) doing business as: FIESTA AMERICANA TRAVEL AND INSURANCE, FIESTA AMERICANA TRAVEL, 510 LOMITA BLVD. STE 4, HARBOR CITY, CA 90710. Full name of registrant(s) is (are) MARTHALUPA VALLEJO, 1000 N. AVALON, WILMINGTON, CA 90744. This Business is conducted by: AN INDIVIDUAL. Signed: MARTHA ELENA VALLEJO. This statement was filed with the County Clerk of Los Angeles County on 03/11/2015. The registrant(s) has (have) commenced to transact business under the fictitious business name or names listed above on 01/01/1999. NOTICE- This Fictitious Name Statement expires five years from the date it was filed in the office of the County Clerk. A new Fictitious Business Name Statement must be filed prior to that date. The filing of this statement does not of itself authorize the use in this state of a Fictitious Business Name in violation of the rights of another under Federal, State, or common law (See section 14411 et seq. Business and Professions Code) Publish: Mountain Views News (6, 1456, 229, 1648)
legal-notice (6, 378, 229, 579)
notice-file-number: File No. 2015-065175 (233, 676, 313, 687)
legal-notice (234, 2181, 457, 2191)
notice-dates: Dates Pub: March 14, 21, 28, April 04, 2015 (233, 431, 393, 442)
legal-notice (6, 1882, 229, 2093)
notice-body: The following person(s) is (are) doing business as: CIRCLE K TORRANCE, 201 OCEAN AVE. #1406P, SANTA MONICA, CA 90402. Full name of registrant(s) is (are) LOTUS STAR INC., 201 OCEAN AVE. #1406P, SANTA MONICA, CA 90402. This Business is conducted by: A CORPORATION. Signed: SONOMTSEREN TSEN. This statement was filed with the County Clerk of Los Angeles County on 03/03/2015. The registrant(s) has (have) commenced to transact business under the fictitious business name or names listed above on N/A. NOTICE- This Fictitious Name Statement expires five years from the date it was filed in the office of the County Clerk. A new Fictitious Business Name Statement must be filed prior to that date. The filing of this statement does not of itself authorize the use in this state of a Fictitious Business Name in violation of the rights of another under Federal, State, or common law (See section 14411 et seq. Business and Professions Code) Publish: Mountain Views News (1144, 1537, 1367, 1719)
notice-dates: Dates Pub: March 07, 14, 21, 28, 2015 (1144, 1935, 1283, 1946)
notice-heading: FICTITIOUS BUSINESS NAME STATEMENT (1144, 1082, 1324, 1092)
notice-file-number: File No. 2015-060534 (233, 241, 313, 252)
legal-notice (917, 1032, 1140, 1193)
notice-body: was filed with the County Clerk of Los Angeles County on 03/09/2015. The registrant(s) has (have) commenced to transact business under the fictitious business name or names listed above on N/A. NOTICE- This Fictitious Name Statement expires five years from the date it was filed in the office of the County Clerk. A new Fictitious Business Name Statement must be filed prior to that date. The filing of this statement does not of itself authorize the use in this state of a Fictitious Business Name in violation of the rights of another under Federal, State, or common law (See section 14411 et seq. Business and Professions Code) Publish: Mountain Views News (233, 94, 456, 215)
notice-dates: Dates Pub: March 14, 21, 28, April 04, 2015 (688, 1895, 848, 1906)
notice-body: The following person(s) is (are) doing business as: BODY SHAPING BY JIMY SHARP, 2762 WHITTIER BLVD., L.A., CA 90023. Full name of registrant(s) is (are) JIMY GABRIEL TAMAYO, 2762 WHITTIER BLVD., L.A., CA 90023. This Business is conducted by: AN INDIVIDUAL. Signed: JIMY GABRIEL TAMAYO. This statement was filed with the County Clerk of Los Angeles County on 03/02/2015. The registrant(s) has (have) commenced to transact business under the fictitious business name or names listed above on N/A. NOTICE- This Fictitious Name Statement expires five years from the date it was filed in the office of the County Clerk. A new Fictitious Business Name Statement must be filed prior to that date. The filing of this statement does not of itself authorize the use in this state of a Fictitious Business Name in violation of the rights of another under Federal, State, or common law (See section 14411 et seq. Business and Professions Code) Publish: Mountain Views News (1144, 893, 1367, 1065)
notice-body: The following person(s) is (are) doing business as: EXCLUSIVE REALTY, SELECT, 2945 WESTWOOD BLVD., L.A., CA 90064. Full name of registrant(s) is (are) EXCLUSIVE REALTY, INC., 2945 WESTWOOD BLVD., L.A., CA 90064. This Business is conducted by: A CORPORATION. Signed: SOURDIS MODARRES, PRESIDENT. This statement was filed with the County Clerk of Los Angeles County on 03/09/2015. The registrant(s) has (have) commenced to transact business under the fictitious business name or names listed above on 03/09/2015. NOTICE- This Fictitious Name Statement expires five years from the date it was filed in the office of the County Clerk. A new Fictitious Business Name Statement must be filed prior to that date. The filing of this statement does not of itself authorize the use in this state of a Fictitious Business Name in violation of the rights of another under Federal, State, or common law (See section 14411 et seq. Business and Professions Code) Publish: Mountain Views News (6, 1031, 229, 1212)
notice-dates: Dates Pub: March 14, 21, 28, April 04, 2015 (688, 1460, 848, 1471)
notice-body: The following person(s) is (are) doing business as: 'VA' CAN DO IT FINISHING, 945 S. GREENWOOD AVE. A, MONTEBELLO, CA 90640. Full name of registrant(s) is (are) MARIA EUGENIA MURILLO-RAMOS, 6819 RUGBY AVE. #B, HUNTINGTON PARK, CA 90255. This Business is conducted by: AN INDIVIDUAL. Signed: MARIA EUGENIA MURILLO-RAMOS. This statement was filed with the County Clerk of Los Angeles County on 03/09/2015. The registrant(s) has (have) commenced to transact business under the fictitious business name or names listed above on 04/01/2015. NOTICE- This Fictitious Name Statement expires five years from the date it was filed in the office of the County Clerk. A new Fictitious Business Name Statement must be filed prior to that date. The filing of this statement does not of itself authorize the use in this state of a Fictitious Business Name in violation of the rights of another under Federal, State, or common law (See section 14411 et seq. Business and Professions Code) Publish: Mountain Views News (688, 1497, 912, 1688)
notice-heading: FICTITIOUS BUSINESS NAME STATEMENT (6, 1437, 185, 1447)
notice-file-number: File No. 2015-061159 (688, 844, 768, 854)
notice-file-number: File No. 2015-066789 (233, 1983, 313, 1994)
legal-notice (689, 388, 913, 610)
legal-notice (461, 955, 685, 1166)
legal-notice (6, 2100, 229, 2180)
notice-body: The following person(s) is (are) doing business as: SURFEE BARBER SHOP, 8570 DUBLIN AVE., PICO RIVERA, CA 90660. Full name of registrant(s) is (are) ROSE NICHOLS, 6518 MAGNOLIA AVE., PICO RIVERA, CA 90660. This Business is conducted by: AN INDIVIDUAL. Signed: ROSE NICHOLS. This statement was filed with the County Clerk of Los Angeles County on 03/06/2015. The registrant(s) has (have) commenced to transact business under the fictitious business name or names listed above on N/A. NOTICE- This Fictitious Name Statement expires five years from the date it was filed in the office of the County Clerk. A new Fictitious Business Name Statement must be filed prior to that date. The filing of this statement does not of itself authorize the use in this state of a Fictitious Business Name in violation of the rights of another under Federal, State, or common law (See section 14411 et seq. Business and Professions Code) Publish: Mountain Views News (6, 823, 229, 995)
notice-heading: FICTITIOUS BUSINESS NAME STATEMENT (688, 388, 869, 399)
legal-notice (6, 586, 229, 797)
notice-body: The following person(s) is (are) doing business as: B QUINTANILLA MASONRY, 923 E. 97TH ST., L.A., CA 90002. Full name of registrant(s) is (are) BERNABE QUINTANILLA, 923 E. 97TH ST., L.A., CA 90002. This Business is conducted by: AN INDIVIDUAL. Signed: BERNABE QUINTANILLA. This statement was filed with the County Clerk of Los Angeles County on 03/04/2015. The registrant(s) has (have) commenced to transact business under the fictitious business name or names listed above on N/A. NOTICE- This Fictitious Name Statement expires five years from the date it was filed in the office of the County Clerk. A new Fictitious Business Name Statement must be filed prior to that date. The filing of this statement does not of itself authorize the use in this state of a Fictitious Business Name in violation of the rights of another under Federal, State, or common law (See section 14411 et seq. Business and Professions Code) Publish: Mountain Views News (1144, 478, 1367, 650)
notice-dates: Dates Pub: March 14, 21, 28, April 04, 2015 (233, 650, 393, 660)
notice-dates: Dates Pub: March 14, 21, 28, April 04, 2015 (917, 431, 1077, 442)
notice-file-number: File No. 2015-065161 (233, 458, 313, 469)
legal-notice (917, 666, 1140, 837)
notice-dates: Dates Pub: March 14, 21, 28, April 04, 2015 (917, 1617, 1077, 1628)
notice-dates: Dates Pub: March 14, 21, 28, April 04, 2015 (461, 1808, 621, 1819)
legal-notice (1145, 1735, 1368, 1946)
notice-dates: Dates Pub: March 14, 21, 28, April 04, 2015 (688, 372, 848, 382)
notice-dates: Dates Pub: March 14, 21, 28, April 04, 2015 (233, 2163, 393, 2174)
notice-body: The following person(s) is (are) doing business as: YAME STYLES, 12830½ LAMBERT RD., WHITTIER, CA 90602. Full name of registrant(s) is (are) SANDRA C. REYNOSO MARQUEZ, 12830½ LAMBERT RD., WHITTIER, CA 90602. This Business is conducted by: AN INDIVIDUAL. Signed: SANDRA C. REYNOSO MARQUEZ. This statement was filed with the County Clerk of Los Angeles County on 03/06/2015. The registrant(s) has (have) commenced to transact business under the fictitious business name or names listed above on N/A. NOTICE- This Fictitious Name Statement expires five years from the date it was filed in the office of the County Clerk. A new Fictitious Business Name Statement must be filed prior to that date. The filing of this statement does not of itself authorize the use in this state of a Fictitious Business Name in violation of the rights of another under Federal, State, or common law (See section 14411 et seq. Business and Professions Code) Publish: Mountain Views News (917, 251, 1140, 432)
notice-body: The following person(s) is (are) doing business as: CENTRAL LIGHTING, 1111 E. GRAND AVE., POMONA, CA 91766. Full name of registrant(s) is (are) ESSOP GUZALI BARBAZA, 1111 E. GRAND AVE., POMONA, CA 91766. This Business is conducted by: AN INDIVIDUAL. Signed: ESSOP GUZALI BARBAZA. This statement was filed with the County Clerk of Los Angeles County on 03/05/2015. The registrant(s) has (have) commenced to transact business under the fictitious business name or names listed above on N/A. NOTICE- This Fictitious Name Statement expires five years from the date it was filed in the office of the County Clerk. A new Fictitious Business Name Statement must be filed prior to that date. The filing of this statement does not of itself authorize the use in this state of a Fictitious Business Name in violation of the rights of another under Federal, State, or common law (See section 14411 et seq. Business and Professions Code) Publish: Mountain Views News (1144, 1101, 1367, 1283)
notice-file-number: File No. 2015-056588 (917, 1209, 997, 1219)
notice-heading: FICTITIOUS BUSINESS NAME STATEMENT (917, 449, 1096, 459)
notice-file-number: File No. 2015-065152 (233, 1320, 313, 1330)
legal-notice (1145, 458, 1368, 659)
notice-heading: FICTITIOUS BUSINESS NAME STATEMENT (1144, 874, 1324, 885)
legal-notice (234, 1310, 457, 1531)
notice-dates: Dates Pub: March 07, 14, 21, 28, 2015 (917, 2053, 1056, 2064)
section-title: LEGAL NOTICES (857, 0, 1359, 63)
notice-heading: FICTITIOUS BUSINESS NAME STATEMENT (233, 449, 413, 459)
legal-notice (6, 1665, 229, 1876)
notice-dates: Dates Pub: March 14, 21, 28, April 04, 2015 (688, 123, 848, 134)
legal-notice (461, 1172, 685, 1383)
notice-dates: Dates Pub: March 14, 21, 28, April 04, 2015 (688, 816, 848, 827)
notice-body: The following person(s) is (are) doing business as: SMART BEAT EDUCATION, 233A S. MARKET, INGLEWOOD, CA 90301. Full name of registrant(s) is (are) DOMINIQUE MARIE ANGELINA STOKES, 1119 S. WILTON PL., GARDENA, CA 90249. This Business is conducted by: AN INDIVIDUAL. Signed: DOMINIQUE MARIE ANGELINA STOKES. This statement was filed with the County Clerk of Los Angeles County on 03/12/2015. The registrant(s) has (have) commenced to transact business under the fictitious business name or names listed above on N/A. NOTICE- This Fictitious Name Statement expires five years from the date it was filed in the office of the County Clerk. A new Fictitious Business Name Statement must be filed prior to that date. The filing of this statement does not of itself authorize the use in this state of a Fictitious Business Name in violation of the rights of another under Federal, State, or common law (See section 14411 et seq. Business and Professions Code) Publish: Mountain Views News (461, 2053, 685, 2235)
